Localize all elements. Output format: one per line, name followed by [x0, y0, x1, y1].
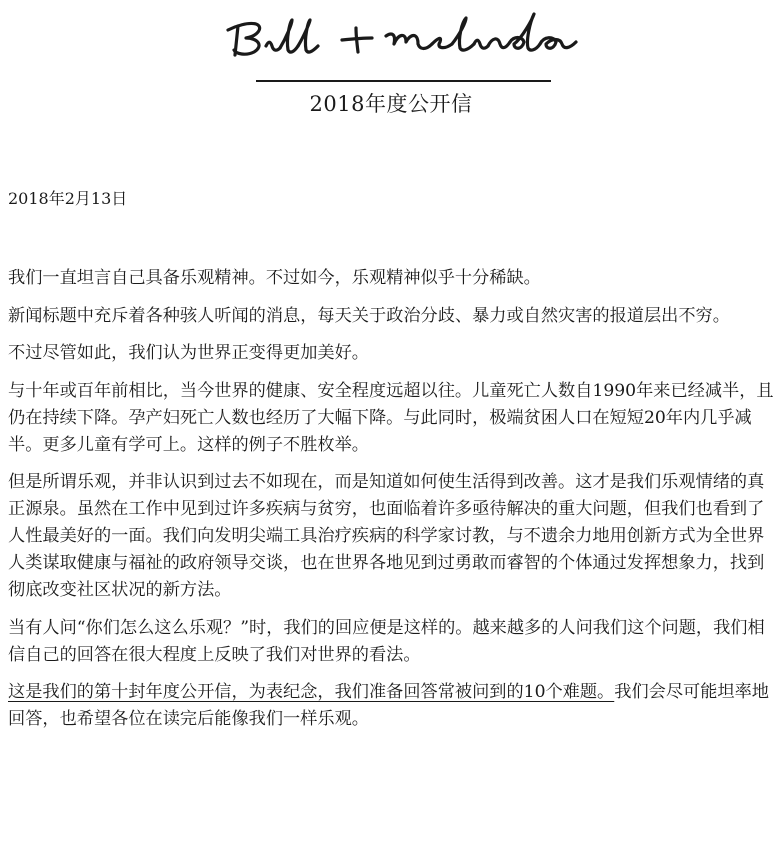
paragraph-7 — [8, 679, 774, 733]
underlined-link-text[interactable]: 这是我们的第十封年度公开信，为表纪念，我们准备回答常被问到的10个难题。 — [8, 682, 615, 702]
signature-text: Bill + melinda — [398, 68, 406, 69]
signature-logo — [222, 8, 582, 72]
paragraph-4: 与十年或百年前相比，当今世界的健康、安全程度远超以往。儿童死亡人数自1990年来已经减半，且仍在持续下降。孕产妇死亡人数也经历了大幅下降。与此同时，极端贫困人口在短短20年内几乎减半。更多儿童有学可上。这样的例子不胜枚举。 — [8, 380, 774, 455]
paragraph-6: 当有人问“你们怎么这么乐观？”时，我们的回应便是这样的。越来越多的人问我们这个问题，我们相信自己的回答在很大程度上反映了我们对世界的看法。 — [8, 617, 765, 665]
paragraph-1: 我们一直坦言自己具备乐观精神。不过如今，乐观精神似乎十分稀缺。 — [8, 268, 541, 288]
letter-date: 2018年2月13日 — [8, 189, 128, 208]
paragraph-2: 新闻标题中充斥着各种骇人听闻的消息，每天关于政治分歧、暴力或自然灾害的报道层出不穷。 — [8, 305, 730, 326]
title-divider — [256, 80, 551, 82]
page-title: 2018年度公开信 — [309, 92, 473, 116]
masthead — [8, 0, 774, 118]
paragraph-5: 但是所谓乐观，并非认识到过去不如现在，而是知道如何使生活得到改善。这才是我们乐观情绪的真正源泉。虽然在工作中见到过许多疾病与贫穷，也面临着许多亟待解决的重大问题，但我们也看到了人性最美好的一面。我们向发明尖端工具治疗疾病的科学家讨教，与不遗余力地用创新方式为全世界人类谋取健康与福祉的政府领导交谈，也在世界各地见到过勇敢而睿智的个体通过发挥想象力，找到彻底改变社区状况的新方法。 — [8, 472, 765, 600]
paragraph-7-rest: 我们会尽可能坦率地回答，也希望各位在读完后能像我们一样乐观。 — [8, 682, 769, 729]
paragraph-3: 不过尽管如此，我们认为世界正变得更加美好。 — [8, 343, 369, 363]
letter-body — [8, 265, 774, 744]
